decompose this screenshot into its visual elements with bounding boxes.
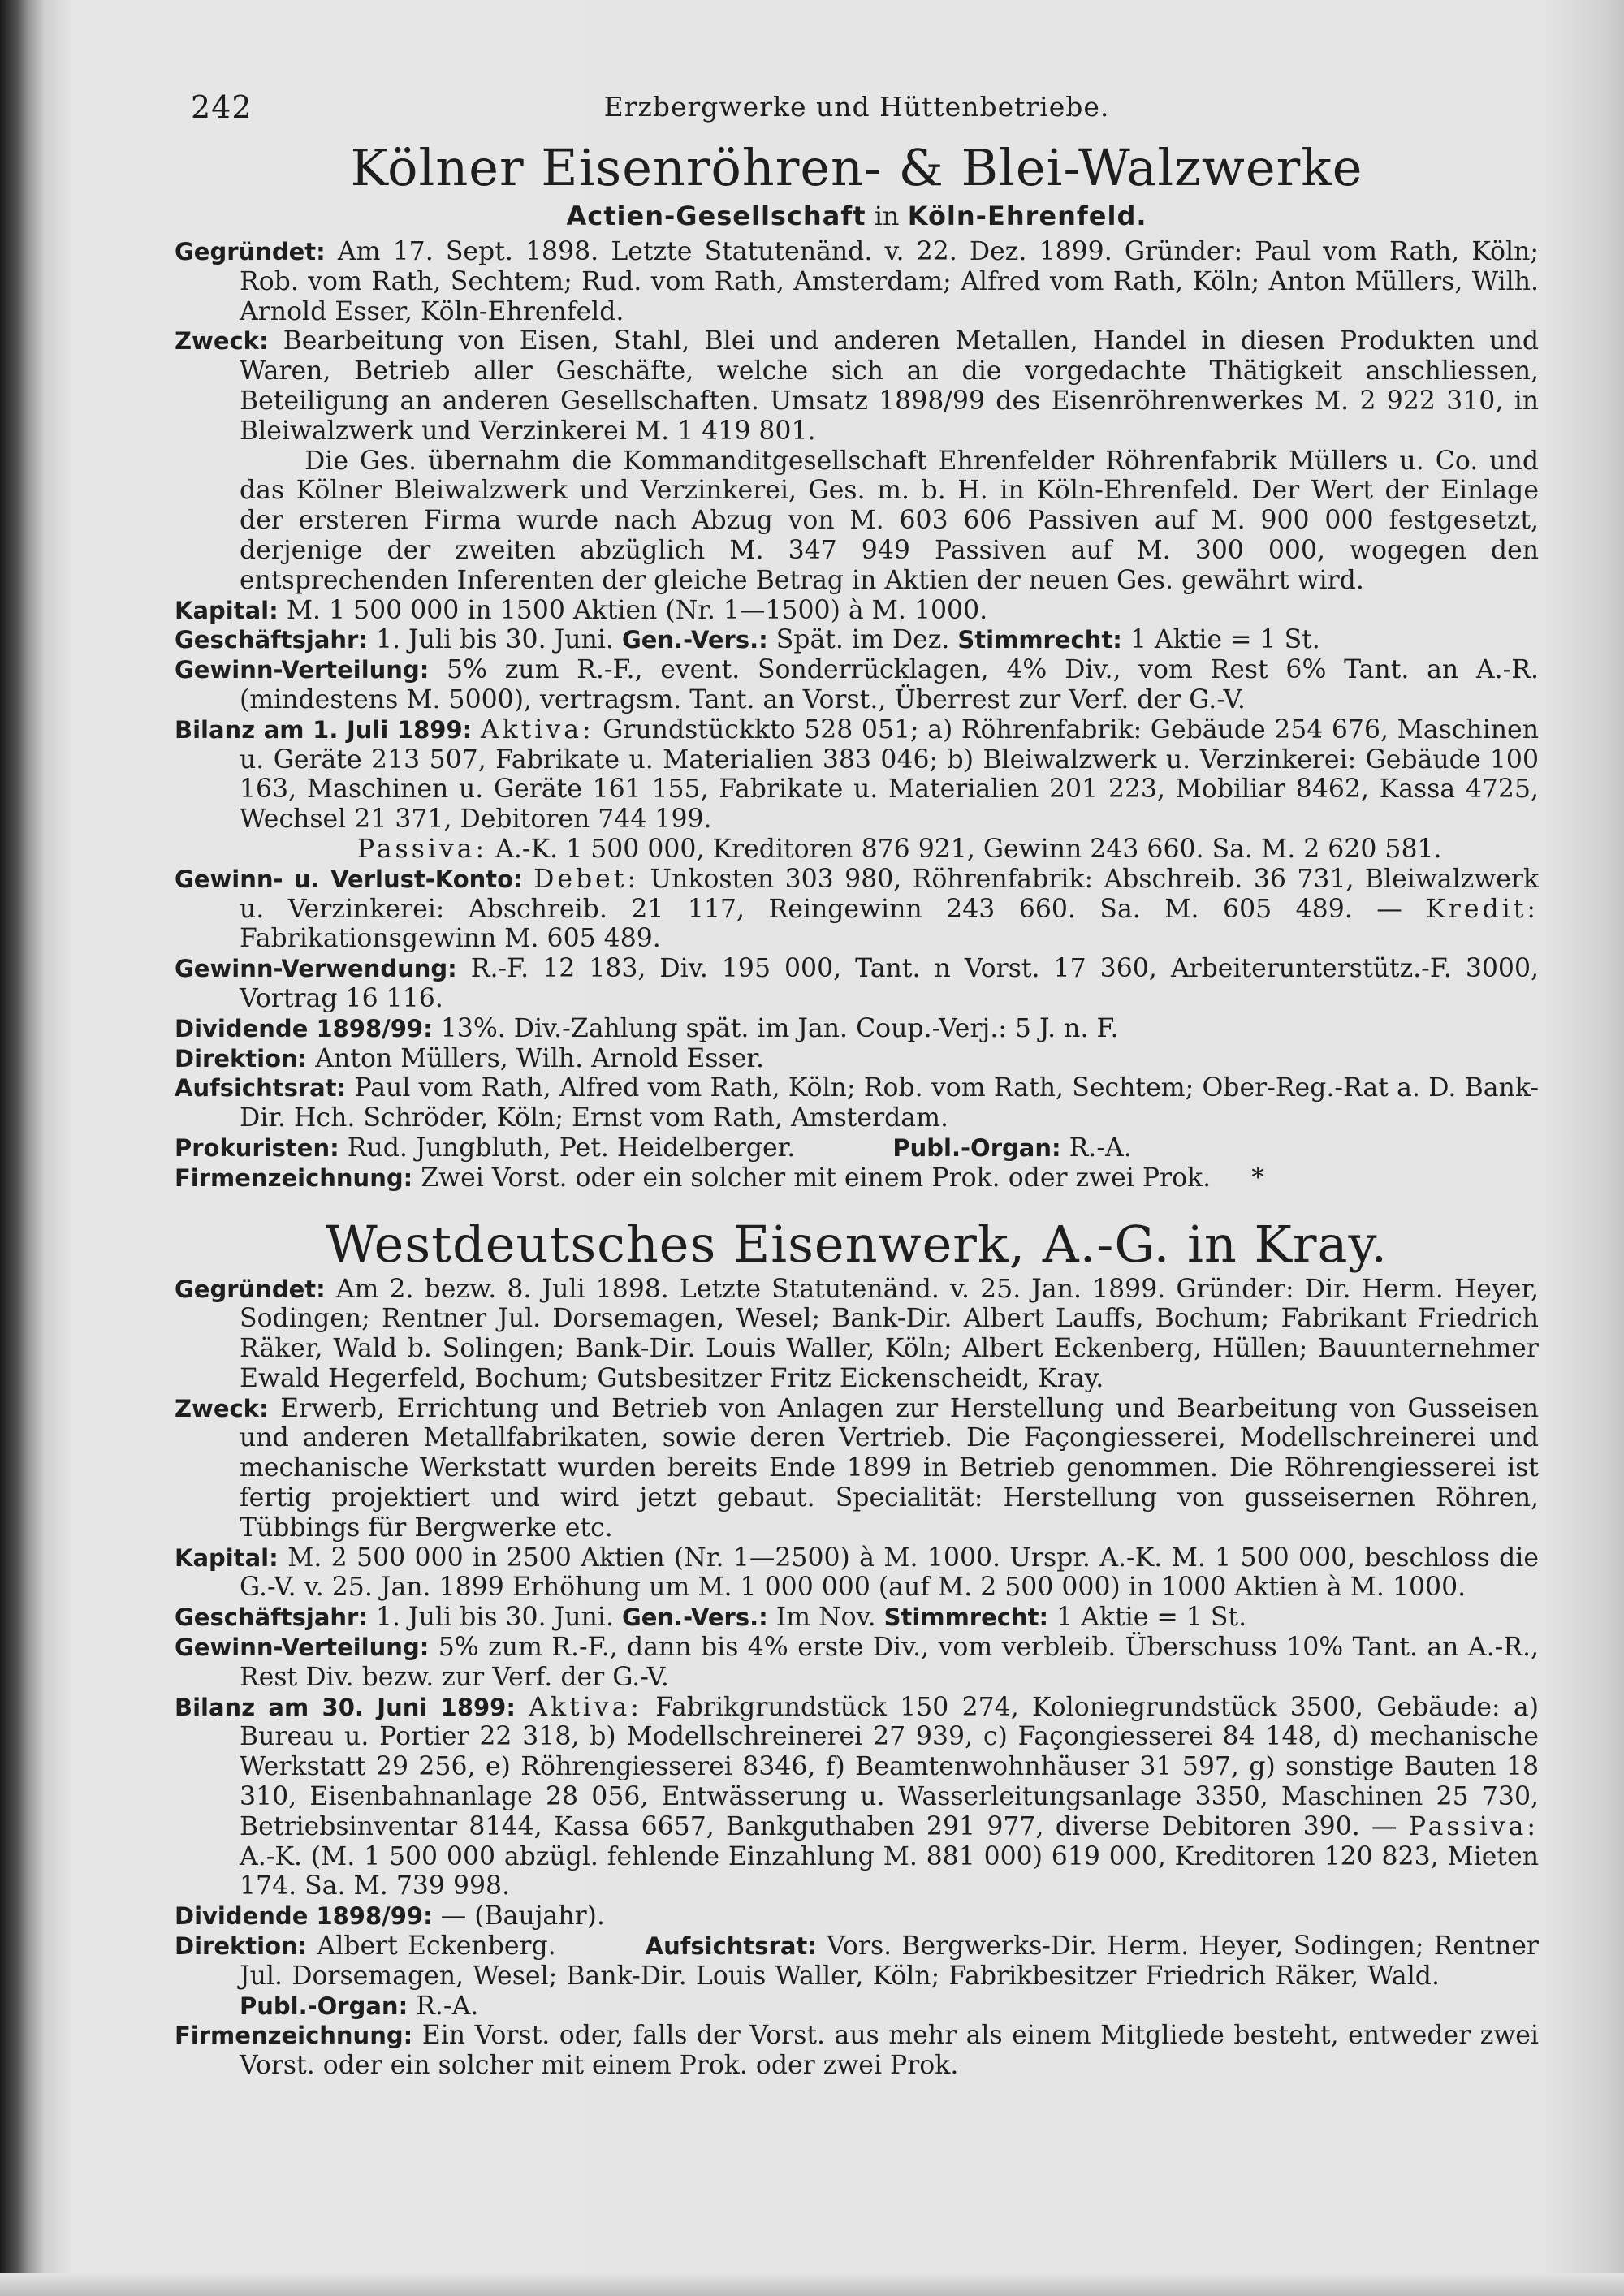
- page-content: [175, 89, 1539, 2081]
- c1-direktion: Direktion: Anton Müllers, Wilh. Arnold Esser.: [175, 1043, 764, 1073]
- running-title: Erzbergwerke und Hüttenbetriebe.: [603, 91, 1110, 123]
- c1-zweck-continued: Die Ges. übernahm die Kommanditgesellschaft Ehrenfelder Röhrenfabrik Müllers u. Co. und das Kölner Bleiwalzwerk und Verzinkerei, Ges. m. b. H. in Köln-Ehrenfeld. Der Wert der Einlage der ersteren Firma wurde nach Abzug von M. 603 606 Passiven auf M. 900 000 festgesetzt, derjenige der zweiten abzüglich M. 347 949 Passiven auf M. 300 000, wogegen den entsprechenden Inferenten der gleiche Betrag in Aktien der neuen Ges. gewährt wird.: [240, 446, 1539, 595]
- c2-kapital: Kapital: M. 2 500 000 in 2500 Aktien (Nr. 1—2500) à M. 1000. Urspr. A.-K. M. 1 500 000, beschloss die G.-V. v. 25. Jan. 1899 Erhöhung um M. 1 000 000 (auf M. 2 500 000) in 1000 Aktien à M. 1000.: [175, 1543, 1539, 1603]
- page-bottom-edge: [0, 2273, 1624, 2296]
- c1-zweck: Zweck: Bearbeitung von Eisen, Stahl, Blei und anderen Metallen, Handel in diesen Produkten und Waren, Betrieb aller Geschäfte, welche sich an die vorgedachte Thätigkeit anschliessen, Beteiligung an anderen Gesellschaften. Umsatz 1898/99 des Eisenröhrenwerkes M. 2 922 310, in Bleiwalzwerk und Verzinkerei M. 1 419 801.: [175, 326, 1539, 446]
- company-1-entry: [175, 237, 1539, 1193]
- c1-gegruendet: Gegründet: Am 17. Sept. 1898. Letzte Statutenänd. v. 22. Dez. 1899. Gründer: Paul vom Rath, Köln; Rob. vom Rath, Sechtem; Rud. vom Rath, Amsterdam; Alfred vom Rath, Köln; Anton Müllers, Wilh. Arnold Esser, Köln-Ehrenfeld.: [175, 237, 1539, 326]
- c1-geschaeftsjahr: Geschäftsjahr: 1. Juli bis 30. Juni. Gen.-Vers.: Spät. im Dez. Stimmrecht: 1 Aktie = 1 St.: [175, 625, 1320, 655]
- c2-firmenzeichnung: Firmenzeichnung: Ein Vorst. oder, falls der Vorst. aus mehr als einem Mitgliede besteht, entweder zwei Vorst. oder ein solcher mit einem Prok. oder zwei Prok.: [175, 2021, 1540, 2081]
- c2-gegruendet: Gegründet: Am 2. bezw. 8. Juli 1898. Letzte Statutenänd. v. 25. Jan. 1899. Gründer: Dir. Herm. Heyer, Sodingen; Rentner Jul. Dorsemagen, Wesel; Bank-Dir. Albert Lauffs, Bochum; Fabrikant Friedrich Räker, Wald b. Solingen; Bank-Dir. Louis Waller, Köln; Albert Eckenberg, Hüllen; Bauunternehmer Ewald Hegerfeld, Bochum; Gutsbesitzer Fritz Eickenscheidt, Kray.: [175, 1274, 1539, 1393]
- c1-prokuristen: Prokuristen: Rud. Jungbluth, Pet. Heidelberger. Publ.-Organ: R.-A.: [175, 1133, 1132, 1163]
- c2-zweck: Zweck: Erwerb, Errichtung und Betrieb von Anlagen zur Herstellung und Bearbeitung von Gusseisen und anderen Metallfabrikaten, sowie deren Vertrieb. Die Façongiesserei, Modellschreinerei und mechanische Werkstatt wurden bereits Ende 1899 in Betrieb genommen. Die Röhrengiesserei ist fertig projektiert und wird jetzt gebaut. Specialität: Herstellung von gusseisernen Röhren, Tübbings für Bergwerke etc.: [175, 1393, 1539, 1543]
- c1-bilanz: Bilanz am 1. Juli 1899: Aktiva: Grundstückkto 528 051; a) Röhrenfabrik: Gebäude 254 676, Maschinen u. Geräte 213 507, Fabrikate u. Materialien 383 046; b) Bleiwalzwerk u. Verzinkerei: Gebäude 100 163, Maschinen u. Geräte 161 155, Fabrikate u. Materialien 201 223, Mobiliar 8462, Kassa 4725, Wechsel 21 371, Debitoren 744 199.: [175, 714, 1539, 835]
- c2-geschaeftsjahr: Geschäftsjahr: 1. Juli bis 30. Juni. Gen.-Vers.: Im Nov. Stimmrecht: 1 Aktie = 1 St.: [175, 1603, 1247, 1633]
- c1-gewinn-verwendung: Gewinn-Verwendung: R.-F. 12 183, Div. 195 000, Tant. n Vorst. 17 360, Arbeiterunterstütz.-F. 3000, Vortrag 16 116.: [175, 954, 1539, 1013]
- c2-dividende: Dividende 1898/99: — (Baujahr).: [175, 1901, 605, 1931]
- c2-bilanz: Bilanz am 30. Juni 1899: Aktiva: Fabrikgrundstück 150 274, Koloniegrundstück 3500, Gebäude: a) Bureau u. Portier 22 318, b) Modellschreinerei 27 939, c) Façongiesserei 84 148, d) mechanische Werkstatt 29 256, e) Röhrengiesserei 8346, f) Beamtenwohnhäuser 31 597, g) sonstige Bauten 18 310, Eisenbahnanlage 28 056, Entwässerung u. Wasserleitungsanlage 3350, Maschinen 25 730, Betriebsinventar 8144, Kassa 6657, Bankguthaben 291 977, diverse Debitoren 390. — Passiva: A.-K. (M. 1 500 000 abzügl. fehlende Einzahlung M. 881 000) 619 000, Kreditoren 120 823, Mieten 174. Sa. M. 739 998.: [175, 1692, 1539, 1901]
- c1-dividende: Dividende 1898/99: 13%. Div.-Zahlung spät. im Jan. Coup.-Verj.: 5 J. n. F.: [175, 1013, 1119, 1043]
- c1-firmenzeichnung: Firmenzeichnung: Zwei Vorst. oder ein solcher mit einem Prok. oder zwei Prok. *: [175, 1163, 1264, 1193]
- company-2-entry: [175, 1275, 1539, 2082]
- running-header: [175, 89, 1539, 138]
- company-1-subtitle-form: Actien-Gesellschaft: [566, 201, 866, 231]
- company-1-subtitle: [175, 198, 1539, 234]
- company-1-title: Kölner Eisenröhren- & Blei-Walzwerke: [350, 138, 1363, 197]
- c1-passiva: Passiva: A.-K. 1 500 000, Kreditoren 876 921, Gewinn 243 660. Sa. M. 2 620 581.: [357, 834, 1442, 864]
- page-number: 242: [191, 89, 253, 125]
- c1-gewinn-verlust: Gewinn- u. Verlust-Konto: Debet: Unkosten 303 980, Röhrenfabrik: Abschreib. 36 731, Bleiwalzwerk u. Verzinkerei: Abschreib. 21 117, Reingewinn 243 660. Sa. M. 605 489. — Kredit: Fabrikationsgewinn M. 605 489.: [175, 864, 1540, 954]
- c1-aufsichtsrat: Aufsichtsrat: Paul vom Rath, Alfred vom Rath, Köln; Rob. vom Rath, Sechtem; Ober-Reg.-Rat a. D. Bank-Dir. Hch. Schröder, Köln; Ernst vom Rath, Amsterdam.: [175, 1073, 1539, 1133]
- c2-gewinn-verteilung: Gewinn-Verteilung: 5% zum R.-F., dann bis 4% erste Div., vom verbleib. Überschuss 10% Tant. an A.-R., Rest Div. bezw. zur Verf. der G.-V.: [175, 1633, 1539, 1692]
- c1-gewinn-verteilung: Gewinn-Verteilung: 5% zum R.-F., event. Sonderrücklagen, 4% Div., vom Rest 6% Tant. an A.-R. (mindestens M. 5000), vertragsm. Tant. an Vorst., Überrest zur Verf. der G.-V.: [175, 655, 1539, 714]
- company-2-title: Westdeutsches Eisenwerk, A.-G. in Kray.: [326, 1214, 1388, 1274]
- c1-kapital: Kapital: M. 1 500 000 in 1500 Aktien (Nr. 1—1500) à M. 1000.: [175, 595, 988, 625]
- company-1-subtitle-in: in: [874, 201, 900, 231]
- company-1-subtitle-place: Köln-Ehrenfeld.: [907, 201, 1147, 231]
- book-spine-shadow: [0, 0, 29, 2296]
- c2-direktion: Direktion: Albert Eckenberg. Aufsichtsrat: Vors. Bergwerks-Dir. Herm. Heyer, Sodingen; Rentner Jul. Dorsemagen, Wesel; Bank-Dir. Louis Waller, Köln; Fabrikbesitzer Friedrich Räker, Wald. Publ.-Organ: R.-A.: [175, 1931, 1539, 2021]
- end-asterisk: *: [1251, 1163, 1264, 1193]
